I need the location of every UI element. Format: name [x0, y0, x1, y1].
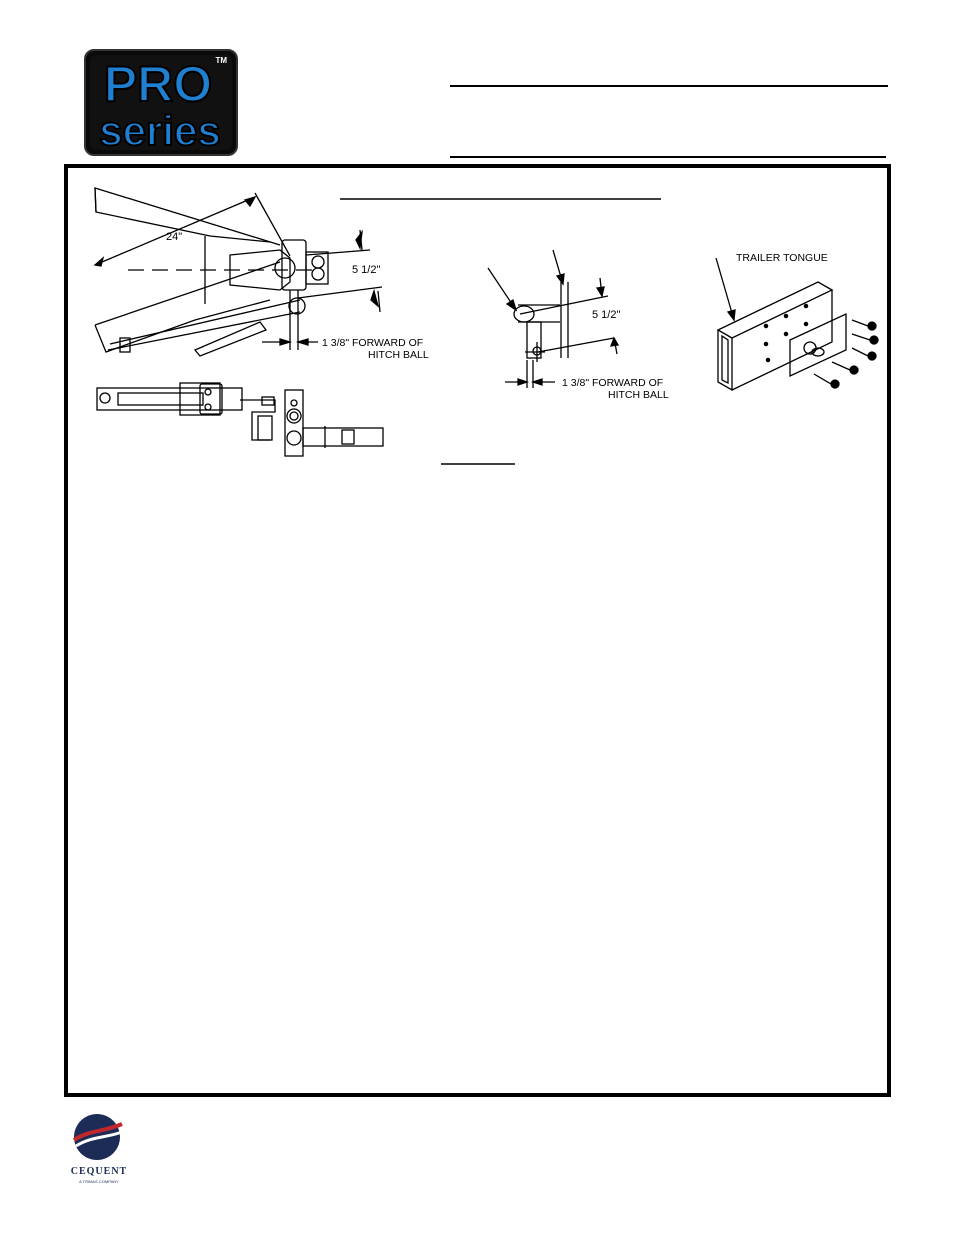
- side-view-drawing: [95, 188, 382, 356]
- offset-label-line1: 1 3/8" FORWARD OF: [322, 337, 424, 349]
- logo-tm-text: TM: [215, 56, 227, 65]
- cequent-tagline-text: A TRIMAS COMPANY: [79, 1179, 119, 1184]
- cequent-logo: [54, 1110, 144, 1190]
- trailer-tongue-drawing: [716, 258, 878, 390]
- trailer-tongue-label: TRAILER TONGUE: [736, 252, 828, 264]
- detail-offset-line2: HITCH BALL: [608, 389, 669, 401]
- top-view-drawing: [97, 383, 383, 456]
- dim-5-1-2-label: 5 1/2": [352, 264, 381, 276]
- logo-pro-text: PRO: [103, 56, 213, 112]
- offset-label-line2: HITCH BALL: [368, 349, 429, 361]
- cequent-brand-text: CEQUENT: [70, 1166, 128, 1177]
- logo-series-text: series: [99, 107, 221, 154]
- detail-view-labels: [562, 309, 669, 401]
- dim-24-label: 24": [166, 231, 183, 243]
- detail-dim-5-1-2-label: 5 1/2": [592, 309, 621, 321]
- trailer-tongue-labels: [736, 252, 828, 264]
- detail-offset-line1: 1 3/8" FORWARD OF: [562, 377, 664, 389]
